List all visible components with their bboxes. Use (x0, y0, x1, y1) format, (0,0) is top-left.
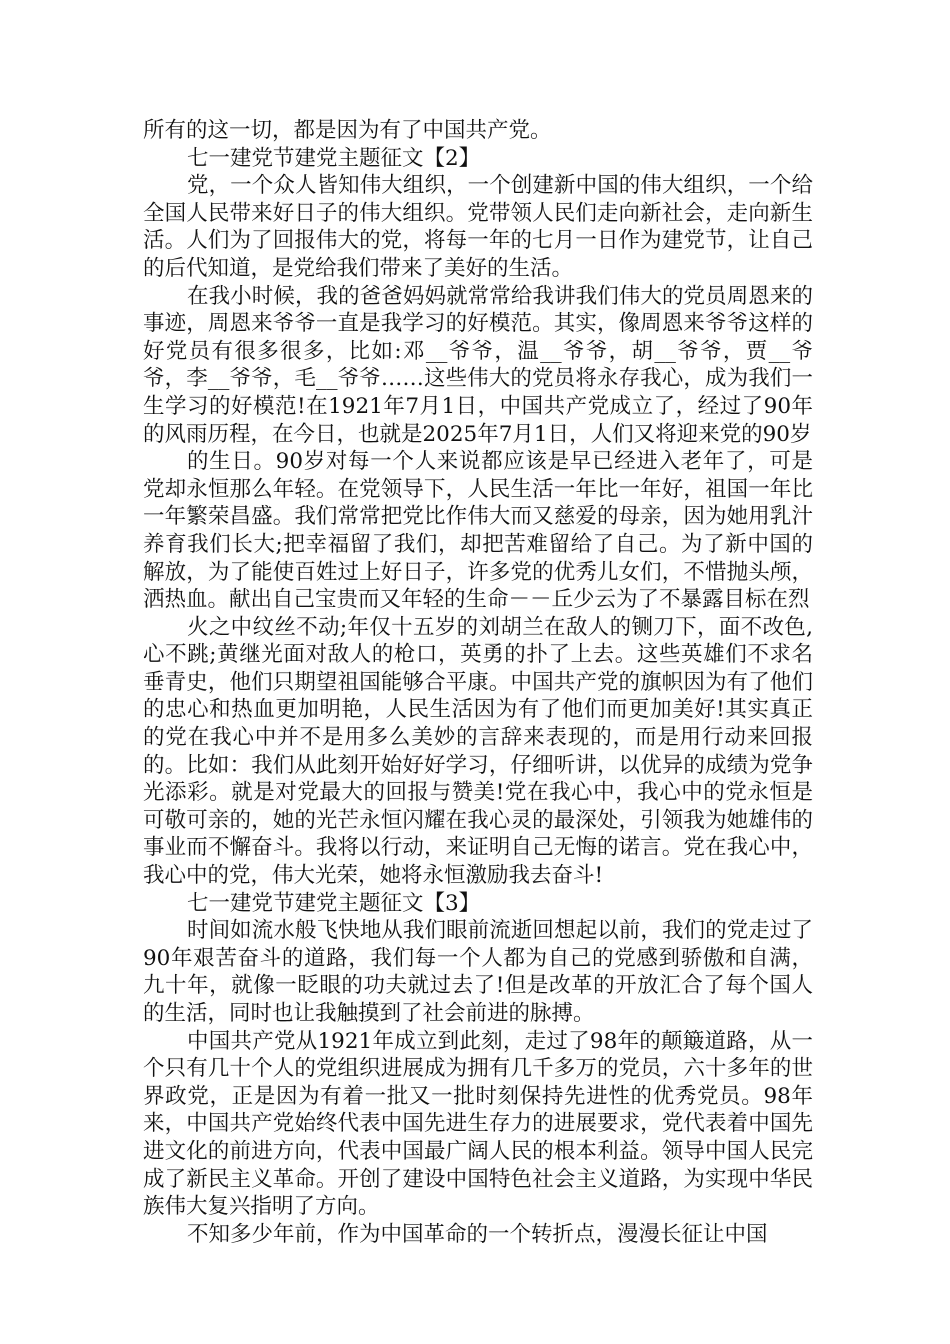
paragraph-3-1: 时间如流水般飞快地从我们眼前流逝回想起以前，我们的党走过了90年艰苦奋斗的道路，我们每一个人都为自己的党感到骄傲和自满，九十年，就像一眨眼的功夫就过去了!但是改革的开放汇合了每个国人的生活，同时也让我触摸到了社会前进的脉搏。 (143, 918, 813, 1026)
document-page (143, 117, 813, 1248)
paragraph-2-4: 火之中纹丝不动;年仅十五岁的刘胡兰在敌人的铡刀下，面不改色,心不跳;黄继光面对敌人的枪口，英勇的扑了上去。这些英雄们不求名垂青史，他们只期望祖国能够合平康。中国共产党的旗帜因为有了他们的忠心和热血更加明艳，人民生活因为有了他们而更加美好!其实真正的党在我心中并不是用多么美妙的言辞来表现的，而是用行动来回报的。比如：我们从此刻开始好好学习，仔细听讲，以优异的成绩为党争光添彩。就是对党最大的回报与赞美!党在我心中，我心中的党永恒是可敬可亲的，她的光芒永恒闪耀在我心灵的最深处，引领我为她雄伟的事业而不懈奋斗。我将以行动，来证明自己无悔的诺言。党在我心中，我心中的党，伟大光荣，她将永恒激励我去奋斗! (143, 614, 813, 889)
paragraph-2-2: 在我小时候，我的爸爸妈妈就常常给我讲我们伟大的党员周恩来的事迹，周恩来爷爷一直是我学习的好模范。其实，像周恩来爷爷这样的好党员有很多很多，比如:邓__爷爷，温__爷爷，胡__爷爷，贾__爷爷，李__爷爷，毛__爷爷……这些伟大的党员将永存我心，成为我们一生学习的好模范!在1921年7月1日，中国共产党成立了，经过了90年的风雨历程，在今日，也就是2025年7月1日，人们又将迎来党的90岁 (143, 283, 813, 447)
paragraph-intro-closing: 所有的这一切，都是因为有了中国共产党。 (143, 118, 552, 143)
paragraph-3-2: 中国共产党从1921年成立到此刻，走过了98年的颠簸道路，从一个只有几十个人的党组织进展成为拥有几千多万的党员，六十多年的世界政党，正是因为有着一批又一批时刻保持先进性的优秀党员。98年来，中国共产党始终代表中国先进生存力的进展要求，党代表着中国先进文化的前进方向，代表中国最广阔人民的根本利益。领导中国人民完成了新民主义革命。开创了建设中国特色社会主义道路，为实现中华民族伟大复兴指明了方向。 (143, 1028, 813, 1220)
section-heading-3: 七一建党节建党主题征文【3】 (187, 890, 481, 916)
paragraph-2-1: 党，一个众人皆知伟大组织，一个创建新中国的伟大组织，一个给全国人民带来好日子的伟大组织。党带领人民们走向新社会，走向新生活。人们为了回报伟大的党，将每一年的七月一日作为建党节，让自己的后代知道，是党给我们带来了美好的生活。 (143, 173, 813, 281)
paragraph-2-3: 的生日。90岁对每一个人来说都应该是早已经进入老年了，可是党却永恒那么年轻。在党领导下，人民生活一年比一年好，祖国一年比一年繁荣昌盛。我们常常把党比作伟大而又慈爱的母亲，因为她用乳汁养育我们长大;把幸福留了我们，却把苦难留给了自己。为了新中国的解放，为了能使百姓过上好日子，许多党的优秀儿女们，不惜抛头颅，洒热血。献出自己宝贵而又年轻的生命－－丘少云为了不暴露目标在烈 (143, 449, 813, 613)
section-heading-2: 七一建党节建党主题征文【2】 (187, 145, 481, 171)
paragraph-3-3: 不知多少年前，作为中国革命的一个转折点，漫漫长征让中国 (187, 1221, 768, 1247)
